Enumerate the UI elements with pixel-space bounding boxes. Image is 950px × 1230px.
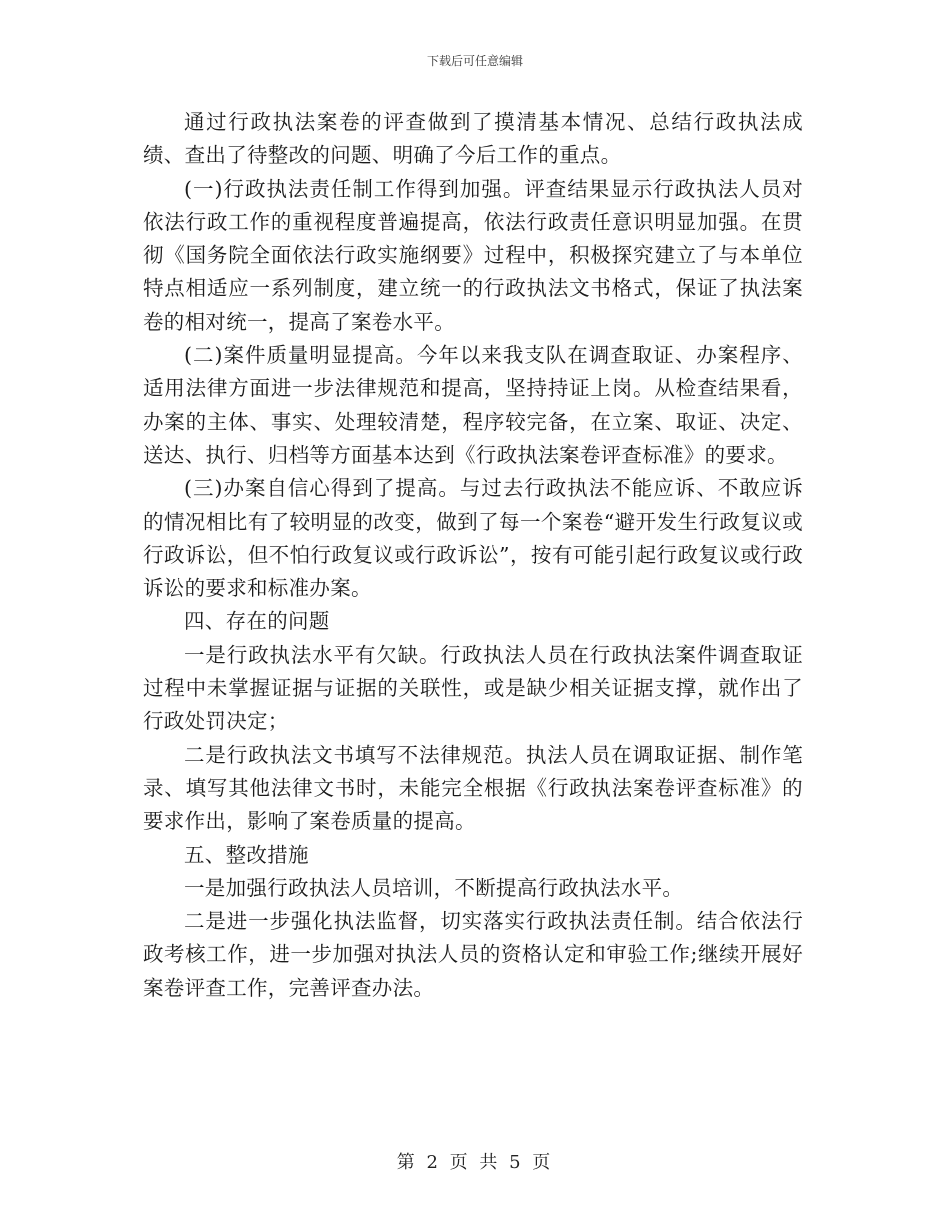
page-number: 第 2 页 共 5 页 [396,1152,554,1173]
page-header: 下载后可任意编辑 [426,54,523,68]
paragraph-measure-1: 一是加强行政执法人员培训，不断提高行政执法水平。 [184,875,684,900]
paragraph-item-3: (三)办案自信心得到了提高。与过去行政执法不能应诉、不敢应诉的情况相比有了较明显的改变，做到了每一个案卷“避开发生行政复议或行政诉讼，但不怕行政复议或行政诉讼”，按有可能引起行政复议或行政诉讼的要求和标准办案。 [143,476,803,601]
document-body [143,106,803,1005]
section-heading-problems: 四、存在的问题 [184,609,330,634]
paragraph-item-1: (一)行政执法责任制工作得到加强。评查结果显示行政执法人员对依法行政工作的重视程度普遍提高，依法行政责任意识明显加强。在贯彻《国务院全面依法行政实施纲要》过程中，积极探究建立了与本单位特点相适应一系列制度，建立统一的行政执法文书格式，保证了执法案卷的相对统一，提高了案卷水平。 [143,176,803,334]
paragraph-intro: 通过行政执法案卷的评查做到了摸清基本情况、总结行政执法成绩、查出了待整改的问题、明确了今后工作的重点。 [143,110,803,168]
paragraph-measure-2: 二是进一步强化执法监督，切实落实行政执法责任制。结合依法行政考核工作，进一步加强对执法人员的资格认定和审验工作;继续开展好案卷评查工作，完善评查办法。 [143,909,803,1000]
paragraph-problem-1: 一是行政执法水平有欠缺。行政执法人员在行政执法案件调查取证过程中未掌握证据与证据的关联性，或是缺少相关证据支撑，就作出了行政处罚决定； [143,642,803,734]
section-heading-measures: 五、整改措施 [184,842,309,867]
paragraph-problem-2: 二是行政执法文书填写不法律规范。执法人员在调取证据、制作笔录、填写其他法律文书时，未能完全根据《行政执法案卷评查标准》的要求作出，影响了案卷质量的提高。 [143,742,803,834]
paragraph-item-2: (二)案件质量明显提高。今年以来我支队在调查取证、办案程序、适用法律方面进一步法律规范和提高，坚持持证上岗。从检查结果看，办案的主体、事实、处理较清楚，程序较完备，在立案、取证、决定、送达、执行、归档等方面基本达到《行政执法案卷评查标准》的要求。 [143,343,803,467]
